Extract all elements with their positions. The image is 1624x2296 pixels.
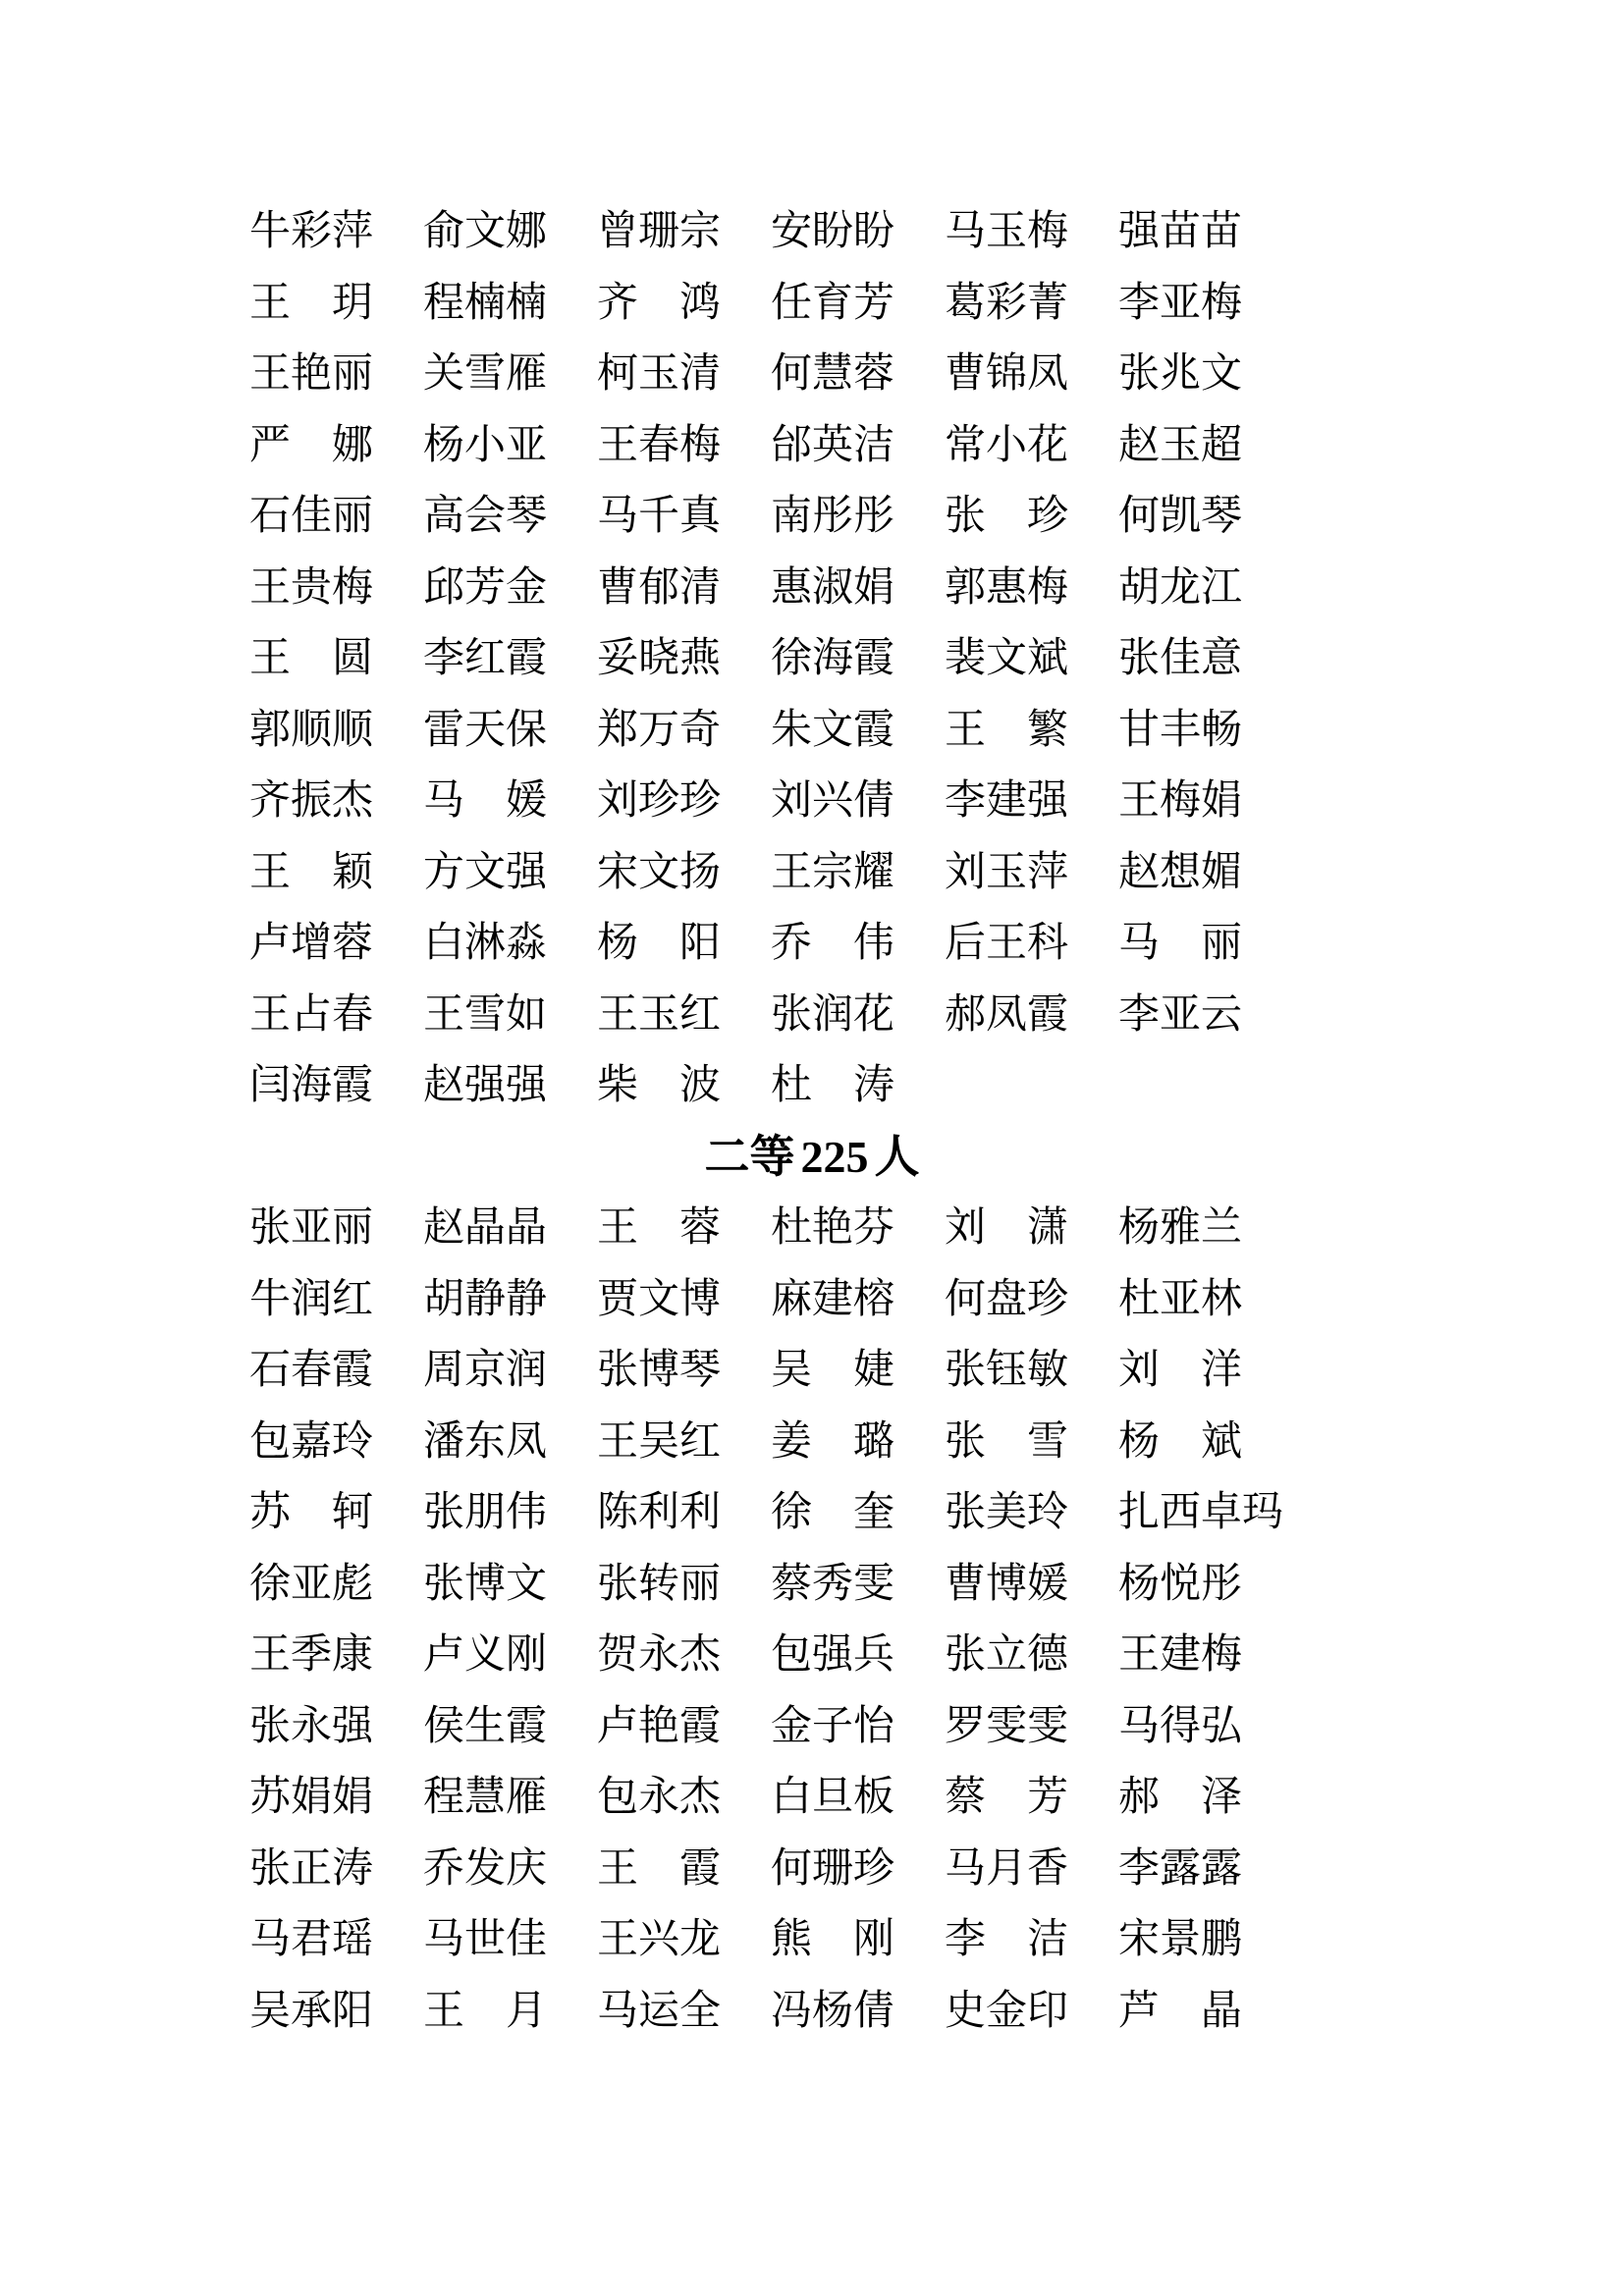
person-name: 李露露 <box>1118 1845 1243 1892</box>
person-name: 马千真 <box>597 494 722 539</box>
person-name: 杨雅兰 <box>1118 1205 1243 1251</box>
person-name: 曹郁清 <box>597 564 722 611</box>
person-name: 刘 洋 <box>1118 1348 1243 1393</box>
person-name: 郝凤霞 <box>945 991 1069 1038</box>
person-name: 包永杰 <box>597 1775 722 1820</box>
person-name: 乔 伟 <box>771 921 895 966</box>
person-name: 苏娟娟 <box>249 1775 374 1820</box>
person-name: 严 娜 <box>249 422 374 468</box>
second-class-heading-count: 225 <box>800 1131 869 1182</box>
person-name: 常小花 <box>945 422 1069 468</box>
person-name: 王贵梅 <box>249 564 374 611</box>
person-name: 包强兵 <box>771 1632 895 1678</box>
person-name: 王 月 <box>423 1988 548 2034</box>
second-class-heading-suffix: 人 <box>874 1131 920 1182</box>
person-name: 王 繁 <box>945 707 1069 753</box>
person-name: 李建强 <box>945 778 1069 824</box>
person-name: 曹锦凤 <box>945 351 1069 397</box>
person-name: 程慧雁 <box>423 1775 548 1820</box>
person-name: 曹博媛 <box>945 1561 1069 1607</box>
person-name: 王玉红 <box>597 991 722 1038</box>
person-name: 刘玉萍 <box>945 849 1069 895</box>
person-name: 白旦板 <box>771 1775 895 1820</box>
person-name: 张立德 <box>945 1632 1069 1678</box>
person-name: 苏 轲 <box>249 1490 374 1535</box>
person-name: 南彤彤 <box>771 494 895 539</box>
person-name: 惠淑娟 <box>771 564 895 611</box>
person-name: 王季康 <box>249 1632 374 1678</box>
person-name: 葛彩菁 <box>945 280 1069 326</box>
person-name: 郑万奇 <box>597 707 722 753</box>
person-name: 王宗耀 <box>771 849 895 895</box>
person-name: 熊 刚 <box>771 1917 895 1962</box>
person-name: 任育芳 <box>771 280 895 326</box>
person-name: 杨小亚 <box>423 422 548 468</box>
person-name: 杨悦彤 <box>1118 1561 1243 1607</box>
person-name: 吴承阳 <box>249 1988 374 2034</box>
person-name: 白淋淼 <box>423 921 548 966</box>
person-name: 赵强强 <box>423 1063 548 1108</box>
person-name: 马月香 <box>945 1845 1069 1892</box>
person-name: 贺永杰 <box>597 1632 722 1678</box>
person-name: 胡静静 <box>423 1276 548 1322</box>
person-name: 马 媛 <box>423 778 548 824</box>
person-name: 邰英洁 <box>771 422 895 468</box>
person-name: 牛彩萍 <box>249 209 374 254</box>
person-name: 乔发庆 <box>423 1845 548 1892</box>
person-name: 闫海霞 <box>249 1063 374 1108</box>
person-name: 张博文 <box>423 1561 548 1607</box>
person-name: 史金印 <box>945 1988 1069 2034</box>
person-name: 卢增蓉 <box>249 921 374 966</box>
person-name: 马运全 <box>597 1988 722 2034</box>
person-name: 何凯琴 <box>1118 494 1243 539</box>
person-name: 张兆文 <box>1118 351 1243 397</box>
person-name: 王 霞 <box>597 1845 722 1892</box>
person-name: 卢义刚 <box>423 1632 548 1678</box>
person-name: 陈利利 <box>597 1490 722 1535</box>
person-name: 齐 鸿 <box>597 280 722 326</box>
person-name: 扎西卓玛 <box>1118 1490 1284 1535</box>
person-name: 杜艳芬 <box>771 1205 895 1251</box>
person-name: 杨 斌 <box>1118 1418 1243 1465</box>
second-class-name-grid <box>249 1193 1292 2047</box>
person-name: 宋景鹏 <box>1118 1917 1243 1962</box>
person-name: 马 丽 <box>1118 921 1243 966</box>
person-name: 郭顺顺 <box>249 707 374 753</box>
person-name: 柯玉清 <box>597 351 722 397</box>
person-name: 甘丰畅 <box>1118 707 1243 753</box>
person-name: 王兴龙 <box>597 1917 722 1962</box>
person-name: 宋文扬 <box>597 849 722 895</box>
person-name: 雷天保 <box>423 707 548 753</box>
empty-cell <box>945 1050 1118 1122</box>
person-name: 郭惠梅 <box>945 564 1069 611</box>
person-name: 何珊珍 <box>771 1845 895 1892</box>
person-name: 李亚梅 <box>1118 280 1243 326</box>
person-name: 芦 晶 <box>1118 1988 1243 2034</box>
person-name: 刘 潇 <box>945 1205 1069 1251</box>
person-name: 马得弘 <box>1118 1703 1243 1749</box>
person-name: 李亚云 <box>1118 991 1243 1038</box>
person-name: 张美玲 <box>945 1490 1069 1535</box>
person-name: 王梅娟 <box>1118 778 1243 824</box>
person-name: 王 颖 <box>249 849 374 895</box>
person-name: 张佳意 <box>1118 636 1243 681</box>
person-name: 王春梅 <box>597 422 722 468</box>
person-name: 卢艳霞 <box>597 1703 722 1749</box>
person-name: 王占春 <box>249 991 374 1038</box>
person-name: 柴 波 <box>597 1063 722 1108</box>
person-name: 关雪雁 <box>423 351 548 397</box>
person-name: 张钰敏 <box>945 1348 1069 1393</box>
person-name: 徐海霞 <box>771 636 895 681</box>
person-name: 何盘珍 <box>945 1276 1069 1322</box>
person-name: 张正涛 <box>249 1845 374 1892</box>
person-name: 贾文博 <box>597 1276 722 1322</box>
person-name: 罗雯雯 <box>945 1703 1069 1749</box>
person-name: 高会琴 <box>423 494 548 539</box>
person-name: 杜亚林 <box>1118 1276 1243 1322</box>
person-name: 赵想媚 <box>1118 849 1243 895</box>
person-name: 张朋伟 <box>423 1490 548 1535</box>
person-name: 牛润红 <box>249 1276 374 1322</box>
person-name: 李红霞 <box>423 636 548 681</box>
person-name: 王建梅 <box>1118 1632 1243 1678</box>
person-name: 马玉梅 <box>945 209 1069 254</box>
person-name: 裴文斌 <box>945 636 1069 681</box>
person-name: 金子怡 <box>771 1703 895 1749</box>
person-name: 何慧蓉 <box>771 351 895 397</box>
person-name: 侯生霞 <box>423 1703 548 1749</box>
second-class-heading <box>0 1122 1624 1194</box>
person-name: 徐亚彪 <box>249 1561 374 1607</box>
person-name: 王雪如 <box>423 991 548 1038</box>
person-name: 胡龙江 <box>1118 564 1243 611</box>
person-name: 李 洁 <box>945 1917 1069 1962</box>
person-name: 后王科 <box>945 921 1069 966</box>
person-name: 刘兴倩 <box>771 778 895 824</box>
person-name: 王 玥 <box>249 280 374 326</box>
person-name: 俞文娜 <box>423 209 548 254</box>
person-name: 方文强 <box>423 849 548 895</box>
person-name: 张博琴 <box>597 1348 722 1393</box>
person-name: 蔡秀雯 <box>771 1561 895 1607</box>
person-name: 马君瑶 <box>249 1917 374 1962</box>
person-name: 杨 阳 <box>597 921 722 966</box>
person-name: 张 雪 <box>945 1418 1069 1465</box>
person-name: 麻建榕 <box>771 1276 895 1322</box>
person-name: 张润花 <box>771 991 895 1038</box>
person-name: 王 圆 <box>249 636 374 681</box>
person-name: 郝 泽 <box>1118 1775 1243 1820</box>
person-name: 杜 涛 <box>771 1063 895 1108</box>
empty-cell <box>1118 1050 1292 1122</box>
person-name: 张亚丽 <box>249 1205 374 1251</box>
person-name: 赵玉超 <box>1118 422 1243 468</box>
person-name: 蔡 芳 <box>945 1775 1069 1820</box>
person-name: 齐振杰 <box>249 778 374 824</box>
person-name: 王吴红 <box>597 1418 722 1465</box>
person-name: 朱文霞 <box>771 707 895 753</box>
person-name: 王艳丽 <box>249 351 374 397</box>
first-class-name-grid <box>249 196 1292 1122</box>
person-name: 吴 婕 <box>771 1348 895 1393</box>
person-name: 石佳丽 <box>249 494 374 539</box>
person-name: 潘东凤 <box>423 1418 548 1465</box>
person-name: 程楠楠 <box>423 280 548 326</box>
person-name: 安盼盼 <box>771 209 895 254</box>
person-name: 刘珍珍 <box>597 778 722 824</box>
person-name: 张永强 <box>249 1703 374 1749</box>
person-name: 徐 奎 <box>771 1490 895 1535</box>
person-name: 马世佳 <box>423 1917 548 1962</box>
person-name: 邱芳金 <box>423 564 548 611</box>
person-name: 张转丽 <box>597 1561 722 1607</box>
second-class-heading-prefix: 二等 <box>704 1131 795 1182</box>
person-name: 强苗苗 <box>1118 209 1243 254</box>
person-name: 包嘉玲 <box>249 1418 374 1465</box>
person-name: 冯杨倩 <box>771 1988 895 2034</box>
person-name: 王 蓉 <box>597 1205 722 1251</box>
person-name: 张 珍 <box>945 494 1069 539</box>
person-name: 周京润 <box>423 1348 548 1393</box>
person-name: 姜 璐 <box>771 1418 895 1465</box>
person-name: 曾珊宗 <box>597 209 722 254</box>
person-name: 妥晓燕 <box>597 636 722 681</box>
person-name: 赵晶晶 <box>423 1205 548 1251</box>
person-name: 石春霞 <box>249 1348 374 1393</box>
